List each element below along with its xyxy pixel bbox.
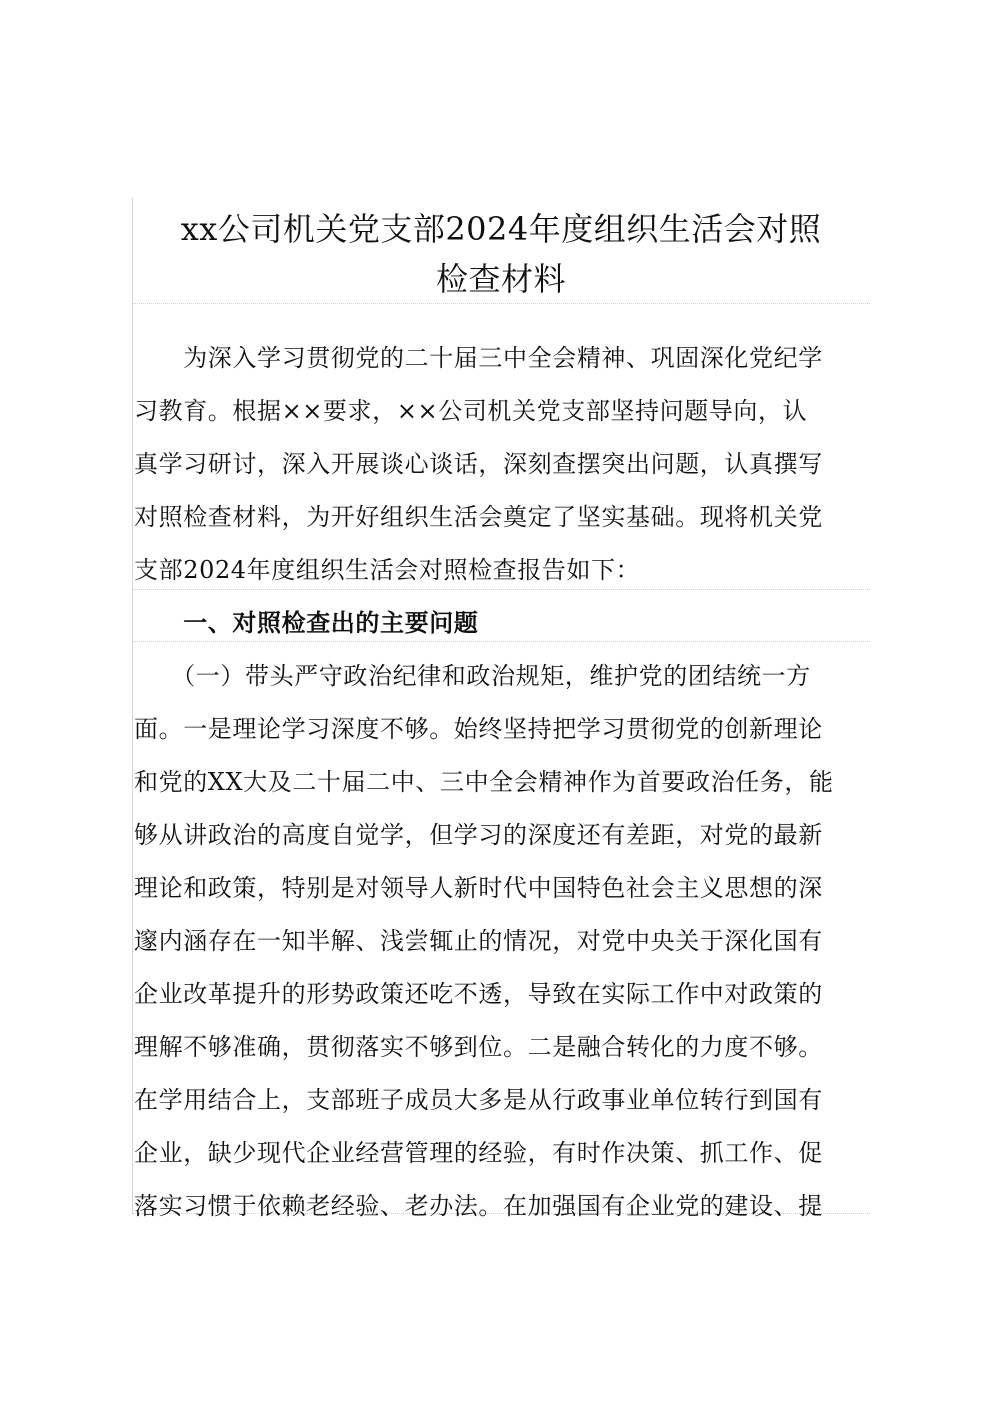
body-line: 面。一是理论学习深度不够。始终坚持把学习贯彻党的创新理论 xyxy=(134,715,823,743)
document-title xyxy=(132,204,870,304)
body-line: 为深入学习贯彻党的二十届三中全会精神、巩固深化党纪学 xyxy=(134,344,823,372)
body-line: 落实习惯于依赖老经验、老办法。在加强国有企业党的建设、提 xyxy=(134,1192,823,1220)
document-body xyxy=(134,332,862,1233)
section-heading: 一、对照检查出的主要问题 xyxy=(134,609,479,637)
body-line: 理解不够准确，贯彻落实不够到位。二是融合转化的力度不够。 xyxy=(134,1033,823,1061)
body-line: 在学用结合上，支部班子成员大多是从行政事业单位转行到国有 xyxy=(134,1086,823,1114)
body-line: （一）带头严守政治纪律和政治规矩，维护党的团结统一方 xyxy=(134,662,811,690)
body-line: 和党的XX大及二十届二中、三中全会精神作为首要政治任务，能 xyxy=(134,768,834,796)
body-line: 支部2024年度组织生活会对照检查报告如下： xyxy=(134,556,641,584)
body-line: 邃内涵存在一知半解、浅尝辄止的情况，对党中央关于深化国有 xyxy=(134,927,823,955)
title-line-2: 检查材料 xyxy=(435,260,566,298)
body-line: 真学习研讨，深入开展谈心谈话，深刻查摆突出问题，认真撰写 xyxy=(134,450,823,478)
body-line: 企业改革提升的形势政策还吃不透，导致在实际工作中对政策的 xyxy=(134,980,823,1008)
body-line: 理论和政策，特别是对领导人新时代中国特色社会主义思想的深 xyxy=(134,874,823,902)
body-line: 对照检查材料，为开好组织生活会奠定了坚实基础。现将机关党 xyxy=(134,503,823,531)
body-line: 够从讲政治的高度自觉学，但学习的深度还有差距，对党的最新 xyxy=(134,821,823,849)
title-line-1: xx公司机关党支部2024年度组织生活会对照 xyxy=(180,210,822,248)
body-line: 习教育。根据××要求，××公司机关党支部坚持问题导向，认 xyxy=(134,397,808,425)
body-line: 企业，缺少现代企业经营管理的经验，有时作决策、抓工作、促 xyxy=(134,1139,823,1167)
